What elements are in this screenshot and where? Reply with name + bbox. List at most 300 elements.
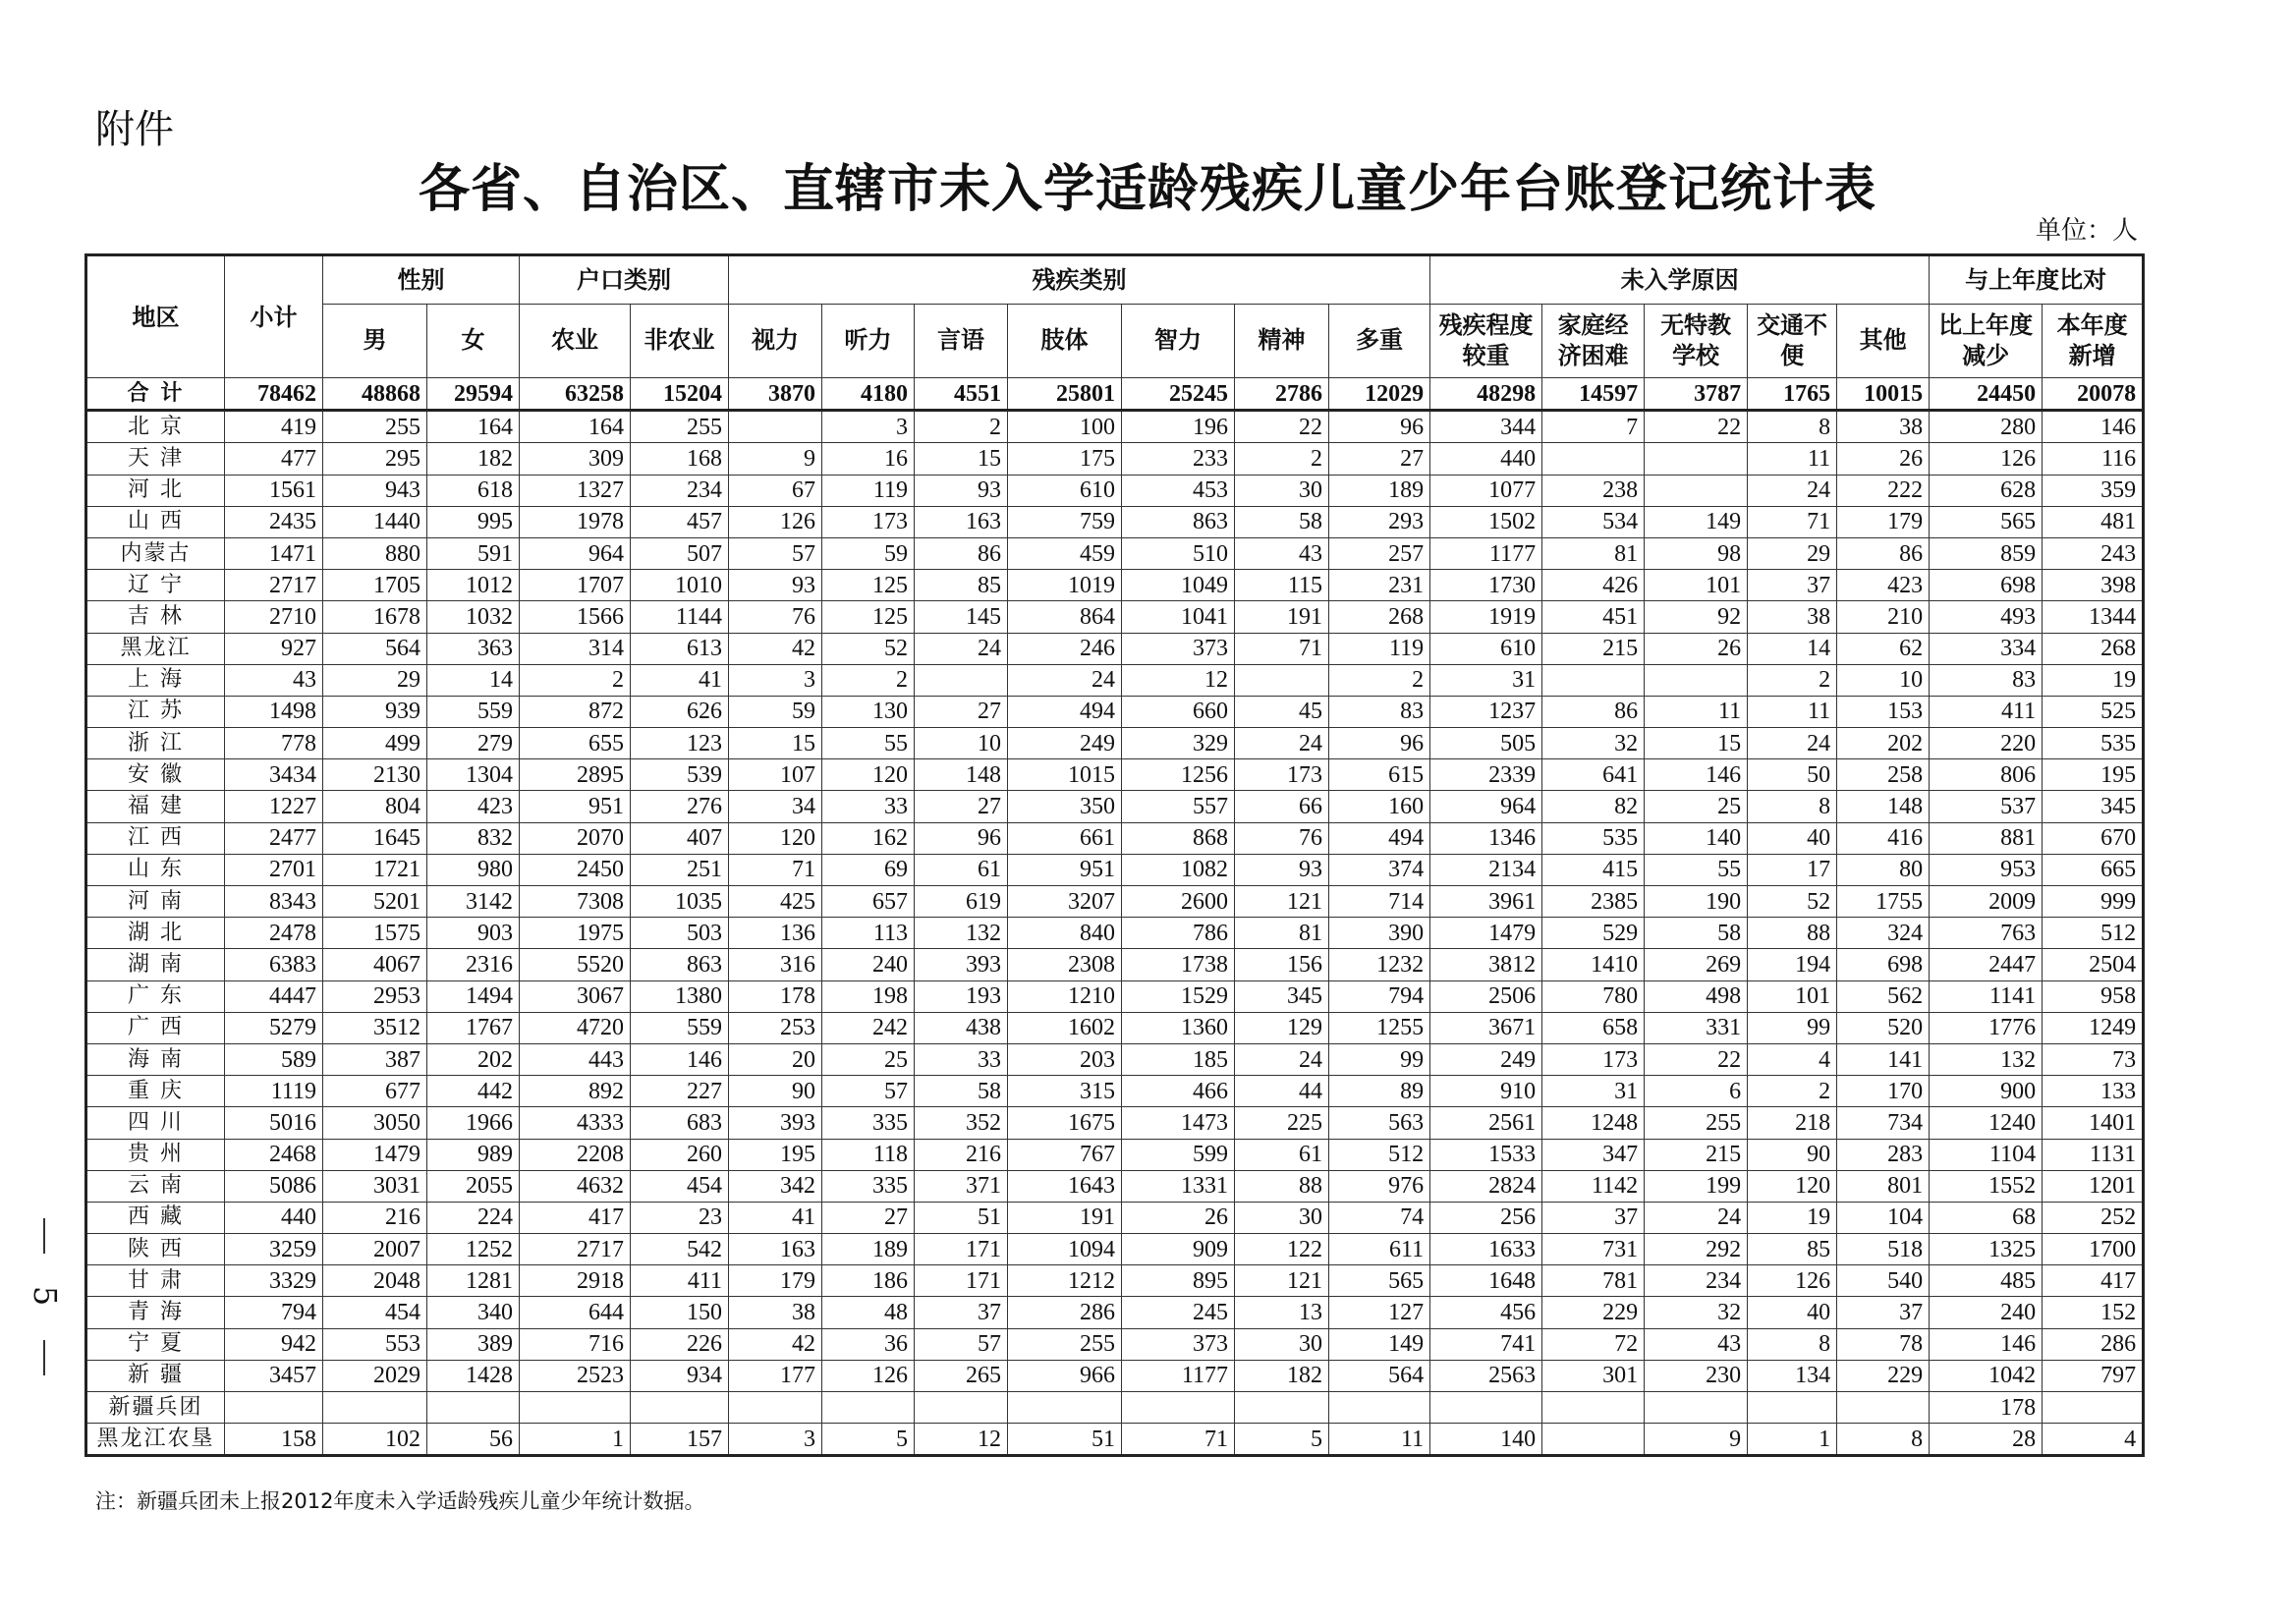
value-cell: 374 <box>1329 854 1430 885</box>
value-cell: 3671 <box>1430 1012 1542 1043</box>
header-nonagri: 非农业 <box>631 305 729 378</box>
header-severe: 残疾程度较重 <box>1430 305 1542 378</box>
value-cell: 563 <box>1329 1107 1430 1139</box>
value-cell: 1678 <box>323 601 427 633</box>
value-cell: 24 <box>1008 664 1122 696</box>
value-cell: 626 <box>631 696 729 727</box>
table-row <box>86 1202 2144 1233</box>
value-cell: 2 <box>1748 1076 1837 1107</box>
value-cell: 242 <box>822 1012 915 1043</box>
value-cell: 100 <box>1008 411 1122 443</box>
value-cell: 1252 <box>427 1234 520 1265</box>
value-cell: 1325 <box>1930 1234 2043 1265</box>
value-cell: 1440 <box>323 506 427 537</box>
value-cell: 52 <box>1748 886 1837 918</box>
statistics-table <box>84 253 2145 1457</box>
value-cell: 1012 <box>427 570 520 601</box>
value-cell: 443 <box>520 1043 631 1075</box>
value-cell: 958 <box>2043 980 2144 1012</box>
value-cell: 179 <box>729 1265 822 1297</box>
value-cell: 3142 <box>427 886 520 918</box>
value-cell: 130 <box>822 696 915 727</box>
value-cell: 33 <box>822 791 915 822</box>
value-cell: 16 <box>822 443 915 475</box>
value-cell: 4632 <box>520 1170 631 1202</box>
value-cell: 185 <box>1122 1043 1235 1075</box>
value-cell: 146 <box>1645 759 1748 791</box>
value-cell: 314 <box>520 633 631 664</box>
value-cell: 81 <box>1235 918 1329 949</box>
value-cell: 1730 <box>1430 570 1542 601</box>
value-cell: 610 <box>1008 475 1122 506</box>
value-cell: 657 <box>822 886 915 918</box>
value-cell: 859 <box>1930 537 2043 569</box>
value-cell: 14597 <box>1542 378 1645 411</box>
value-cell: 1410 <box>1542 949 1645 980</box>
value-cell: 540 <box>1837 1265 1930 1297</box>
value-cell: 453 <box>1122 475 1235 506</box>
value-cell: 398 <box>2043 570 2144 601</box>
table-row <box>86 1360 2144 1391</box>
value-cell: 863 <box>1122 506 1235 537</box>
value-cell: 157 <box>631 1424 729 1456</box>
value-cell: 96 <box>915 822 1008 854</box>
value-cell: 15 <box>915 443 1008 475</box>
value-cell: 148 <box>1837 791 1930 822</box>
value-cell: 840 <box>1008 918 1122 949</box>
footnote: 注：新疆兵团未上报2012年度未入学适龄残疾儿童少年统计数据。 <box>95 1489 705 1513</box>
value-cell: 1119 <box>225 1076 323 1107</box>
region-cell: 广 西 <box>86 1012 225 1043</box>
value-cell: 24 <box>1748 728 1837 759</box>
value-cell: 505 <box>1430 728 1542 759</box>
value-cell: 279 <box>427 728 520 759</box>
value-cell <box>1235 1392 1329 1424</box>
value-cell: 195 <box>729 1139 822 1170</box>
value-cell: 258 <box>1837 759 1930 791</box>
value-cell: 173 <box>1542 1043 1645 1075</box>
value-cell: 178 <box>729 980 822 1012</box>
value-cell: 2 <box>1329 664 1430 696</box>
page-dash-bottom <box>43 1340 45 1375</box>
value-cell: 3050 <box>323 1107 427 1139</box>
value-cell: 892 <box>520 1076 631 1107</box>
page-number: 5 <box>27 1285 64 1307</box>
region-cell: 江 西 <box>86 822 225 854</box>
value-cell: 62 <box>1837 633 1930 664</box>
table-row <box>86 633 2144 664</box>
value-cell: 553 <box>323 1328 427 1360</box>
table-row <box>86 886 2144 918</box>
value-cell: 150 <box>631 1297 729 1328</box>
value-cell: 1552 <box>1930 1170 2043 1202</box>
value-cell: 3207 <box>1008 886 1122 918</box>
value-cell: 494 <box>1329 822 1430 854</box>
value-cell: 1473 <box>1122 1107 1235 1139</box>
region-cell: 青 海 <box>86 1297 225 1328</box>
value-cell: 1645 <box>323 822 427 854</box>
value-cell: 520 <box>1837 1012 1930 1043</box>
value-cell: 2504 <box>2043 949 2144 980</box>
value-cell: 1240 <box>1930 1107 2043 1139</box>
region-cell: 福 建 <box>86 791 225 822</box>
value-cell: 698 <box>1930 570 2043 601</box>
value-cell: 1094 <box>1008 1234 1122 1265</box>
value-cell: 51 <box>915 1202 1008 1233</box>
value-cell: 4 <box>1748 1043 1837 1075</box>
value-cell <box>520 1392 631 1424</box>
value-cell: 1776 <box>1930 1012 2043 1043</box>
value-cell: 15 <box>729 728 822 759</box>
value-cell: 234 <box>631 475 729 506</box>
value-cell: 104 <box>1837 1202 1930 1233</box>
region-cell: 安 徽 <box>86 759 225 791</box>
value-cell: 86 <box>915 537 1008 569</box>
value-cell: 149 <box>1329 1328 1430 1360</box>
value-cell: 119 <box>822 475 915 506</box>
value-cell: 61 <box>1235 1139 1329 1170</box>
table-row <box>86 443 2144 475</box>
value-cell: 160 <box>1329 791 1430 822</box>
value-cell: 136 <box>729 918 822 949</box>
value-cell: 3259 <box>225 1234 323 1265</box>
value-cell: 510 <box>1122 537 1235 569</box>
value-cell: 27 <box>822 1202 915 1233</box>
value-cell: 778 <box>225 728 323 759</box>
value-cell: 8343 <box>225 886 323 918</box>
header-intellect: 智力 <box>1122 305 1235 378</box>
value-cell: 12 <box>915 1424 1008 1456</box>
value-cell: 202 <box>427 1043 520 1075</box>
value-cell: 2007 <box>323 1234 427 1265</box>
region-cell: 西 藏 <box>86 1202 225 1233</box>
value-cell: 966 <box>1008 1360 1122 1391</box>
value-cell: 48 <box>822 1297 915 1328</box>
value-cell: 76 <box>1235 822 1329 854</box>
value-cell: 2 <box>1748 664 1837 696</box>
table-row <box>86 1170 2144 1202</box>
value-cell: 93 <box>1235 854 1329 885</box>
value-cell: 90 <box>729 1076 822 1107</box>
value-cell: 1141 <box>1930 980 2043 1012</box>
value-cell: 26 <box>1837 443 1930 475</box>
value-cell: 559 <box>631 1012 729 1043</box>
value-cell: 146 <box>1930 1328 2043 1360</box>
value-cell: 8 <box>1748 791 1837 822</box>
value-cell: 1360 <box>1122 1012 1235 1043</box>
value-cell: 156 <box>1235 949 1329 980</box>
value-cell: 22 <box>1645 411 1748 443</box>
value-cell <box>1235 664 1329 696</box>
value-cell: 88 <box>1235 1170 1329 1202</box>
header-compare: 与上年度比对 <box>1930 255 2144 305</box>
value-cell: 31 <box>1430 664 1542 696</box>
value-cell: 218 <box>1748 1107 1837 1139</box>
value-cell: 72 <box>1542 1328 1645 1360</box>
value-cell: 539 <box>631 759 729 791</box>
value-cell: 1256 <box>1122 759 1235 791</box>
value-cell: 55 <box>1645 854 1748 885</box>
value-cell: 2895 <box>520 759 631 791</box>
value-cell: 255 <box>631 411 729 443</box>
value-cell: 564 <box>323 633 427 664</box>
region-cell: 北 京 <box>86 411 225 443</box>
header-increase: 本年度新增 <box>2043 305 2144 378</box>
value-cell: 1144 <box>631 601 729 633</box>
value-cell: 5 <box>822 1424 915 1456</box>
value-cell: 5 <box>1235 1424 1329 1456</box>
value-cell: 641 <box>1542 759 1645 791</box>
value-cell: 660 <box>1122 696 1235 727</box>
value-cell: 1042 <box>1930 1360 2043 1391</box>
value-cell: 27 <box>1329 443 1430 475</box>
value-cell: 456 <box>1430 1297 1542 1328</box>
total-row <box>86 378 2144 411</box>
value-cell: 89 <box>1329 1076 1430 1107</box>
value-cell: 868 <box>1122 822 1235 854</box>
value-cell: 20078 <box>2043 378 2144 411</box>
value-cell: 41 <box>631 664 729 696</box>
page-dash-top <box>43 1218 45 1254</box>
value-cell: 2786 <box>1235 378 1329 411</box>
value-cell: 493 <box>1930 601 2043 633</box>
value-cell: 253 <box>729 1012 822 1043</box>
value-cell: 1566 <box>520 601 631 633</box>
value-cell: 132 <box>1930 1043 2043 1075</box>
value-cell: 2435 <box>225 506 323 537</box>
value-cell: 141 <box>1837 1043 1930 1075</box>
value-cell: 334 <box>1930 633 2043 664</box>
value-cell: 2477 <box>225 822 323 854</box>
value-cell: 951 <box>1008 854 1122 885</box>
value-cell: 1304 <box>427 759 520 791</box>
value-cell: 3067 <box>520 980 631 1012</box>
value-cell: 243 <box>2043 537 2144 569</box>
value-cell: 123 <box>631 728 729 759</box>
value-cell: 38 <box>729 1297 822 1328</box>
value-cell: 149 <box>1645 506 1748 537</box>
value-cell: 1 <box>1748 1424 1837 1456</box>
value-cell: 411 <box>631 1265 729 1297</box>
value-cell: 1041 <box>1122 601 1235 633</box>
value-cell: 438 <box>915 1012 1008 1043</box>
value-cell: 43 <box>1235 537 1329 569</box>
value-cell: 2339 <box>1430 759 1542 791</box>
value-cell: 20 <box>729 1043 822 1075</box>
value-cell: 121 <box>1235 1265 1329 1297</box>
value-cell: 202 <box>1837 728 1930 759</box>
value-cell: 2523 <box>520 1360 631 1391</box>
value-cell: 794 <box>1329 980 1430 1012</box>
value-cell: 1331 <box>1122 1170 1235 1202</box>
value-cell: 80 <box>1837 854 1930 885</box>
value-cell: 1705 <box>323 570 427 601</box>
value-cell: 3512 <box>323 1012 427 1043</box>
value-cell <box>1645 664 1748 696</box>
value-cell: 295 <box>323 443 427 475</box>
value-cell: 132 <box>915 918 1008 949</box>
value-cell: 88 <box>1748 918 1837 949</box>
value-cell: 9 <box>1645 1424 1748 1456</box>
value-cell: 96 <box>1329 411 1430 443</box>
value-cell: 203 <box>1008 1043 1122 1075</box>
value-cell: 19 <box>2043 664 2144 696</box>
table-row <box>86 1076 2144 1107</box>
value-cell: 373 <box>1122 1328 1235 1360</box>
value-cell: 1498 <box>225 696 323 727</box>
value-cell: 43 <box>1645 1328 1748 1360</box>
value-cell: 6 <box>1645 1076 1748 1107</box>
value-cell: 1131 <box>2043 1139 2144 1170</box>
value-cell: 1380 <box>631 980 729 1012</box>
value-cell: 102 <box>323 1424 427 1456</box>
value-cell: 942 <box>225 1328 323 1360</box>
value-cell: 45 <box>1235 696 1329 727</box>
value-cell: 82 <box>1542 791 1645 822</box>
header-agri: 农业 <box>520 305 631 378</box>
value-cell: 2561 <box>1430 1107 1542 1139</box>
value-cell <box>1329 1392 1430 1424</box>
value-cell: 5279 <box>225 1012 323 1043</box>
value-cell: 40 <box>1748 822 1837 854</box>
value-cell: 2208 <box>520 1139 631 1170</box>
value-cell: 96 <box>1329 728 1430 759</box>
value-cell: 24 <box>1748 475 1837 506</box>
value-cell: 315 <box>1008 1076 1122 1107</box>
value-cell: 507 <box>631 537 729 569</box>
value-cell: 1966 <box>427 1107 520 1139</box>
value-cell: 442 <box>427 1076 520 1107</box>
value-cell: 12029 <box>1329 378 1430 411</box>
value-cell <box>225 1392 323 1424</box>
value-cell: 57 <box>729 537 822 569</box>
value-cell: 4447 <box>225 980 323 1012</box>
value-cell: 120 <box>822 759 915 791</box>
value-cell: 93 <box>915 475 1008 506</box>
value-cell: 1575 <box>323 918 427 949</box>
value-cell: 2308 <box>1008 949 1122 980</box>
value-cell: 1177 <box>1430 537 1542 569</box>
value-cell: 347 <box>1542 1139 1645 1170</box>
region-cell: 山 西 <box>86 506 225 537</box>
value-cell: 240 <box>1930 1297 2043 1328</box>
value-cell: 22 <box>1235 411 1329 443</box>
value-cell: 619 <box>915 886 1008 918</box>
table-row <box>86 949 2144 980</box>
value-cell: 182 <box>427 443 520 475</box>
value-cell: 989 <box>427 1139 520 1170</box>
value-cell: 1767 <box>427 1012 520 1043</box>
value-cell: 173 <box>1235 759 1329 791</box>
header-vision: 视力 <box>729 305 822 378</box>
value-cell: 459 <box>1008 537 1122 569</box>
value-cell: 51 <box>1008 1424 1122 1456</box>
value-cell: 30 <box>1235 1202 1329 1233</box>
value-cell: 2918 <box>520 1265 631 1297</box>
value-cell: 98 <box>1645 537 1748 569</box>
value-cell: 342 <box>729 1170 822 1202</box>
value-cell: 286 <box>2043 1328 2144 1360</box>
value-cell: 24450 <box>1930 378 2043 411</box>
value-cell: 251 <box>631 854 729 885</box>
value-cell: 880 <box>323 537 427 569</box>
table-row <box>86 1234 2144 1265</box>
value-cell: 1232 <box>1329 949 1430 980</box>
value-cell: 24 <box>1235 1043 1329 1075</box>
value-cell: 48868 <box>323 378 427 411</box>
value-cell: 900 <box>1930 1076 2043 1107</box>
table-row <box>86 1107 2144 1139</box>
region-cell: 甘 肃 <box>86 1265 225 1297</box>
value-cell: 38 <box>1837 411 1930 443</box>
value-cell: 234 <box>1645 1265 1748 1297</box>
value-cell: 164 <box>520 411 631 443</box>
value-cell: 163 <box>915 506 1008 537</box>
value-cell: 71 <box>1122 1424 1235 1456</box>
value-cell: 118 <box>822 1139 915 1170</box>
value-cell: 37 <box>1837 1297 1930 1328</box>
value-cell: 734 <box>1837 1107 1930 1139</box>
value-cell: 1529 <box>1122 980 1235 1012</box>
value-cell: 173 <box>822 506 915 537</box>
value-cell: 8 <box>1837 1424 1930 1456</box>
value-cell <box>915 1392 1008 1424</box>
value-cell: 939 <box>323 696 427 727</box>
value-cell: 191 <box>1235 601 1329 633</box>
region-cell: 吉 林 <box>86 601 225 633</box>
value-cell: 503 <box>631 918 729 949</box>
header-subtotal: 小计 <box>225 255 323 378</box>
value-cell: 466 <box>1122 1076 1235 1107</box>
value-cell: 10 <box>1837 664 1930 696</box>
header-physical: 肢体 <box>1008 305 1122 378</box>
value-cell: 1738 <box>1122 949 1235 980</box>
value-cell: 25 <box>822 1043 915 1075</box>
value-cell: 485 <box>1930 1265 2043 1297</box>
value-cell: 2478 <box>225 918 323 949</box>
value-cell: 32 <box>1645 1297 1748 1328</box>
value-cell: 11 <box>1329 1424 1430 1456</box>
value-cell: 34 <box>729 791 822 822</box>
value-cell: 245 <box>1122 1297 1235 1328</box>
value-cell: 525 <box>2043 696 2144 727</box>
value-cell: 186 <box>822 1265 915 1297</box>
value-cell: 42 <box>729 1328 822 1360</box>
region-cell: 黑龙江农垦 <box>86 1424 225 1456</box>
value-cell: 179 <box>1837 506 1930 537</box>
table-row <box>86 664 2144 696</box>
table-row <box>86 601 2144 633</box>
value-cell: 125 <box>822 601 915 633</box>
table-row <box>86 1297 2144 1328</box>
header-transport: 交通不便 <box>1748 305 1837 378</box>
value-cell: 872 <box>520 696 631 727</box>
value-cell: 24 <box>1235 728 1329 759</box>
value-cell: 43 <box>225 664 323 696</box>
value-cell: 1077 <box>1430 475 1542 506</box>
table-row <box>86 537 2144 569</box>
value-cell: 55 <box>822 728 915 759</box>
value-cell: 168 <box>631 443 729 475</box>
value-cell: 30 <box>1235 475 1329 506</box>
value-cell: 389 <box>427 1328 520 1360</box>
value-cell: 2 <box>822 664 915 696</box>
value-cell: 1755 <box>1837 886 1930 918</box>
value-cell: 2316 <box>427 949 520 980</box>
value-cell: 73 <box>2043 1043 2144 1075</box>
value-cell: 781 <box>1542 1265 1645 1297</box>
value-cell: 564 <box>1329 1360 1430 1391</box>
